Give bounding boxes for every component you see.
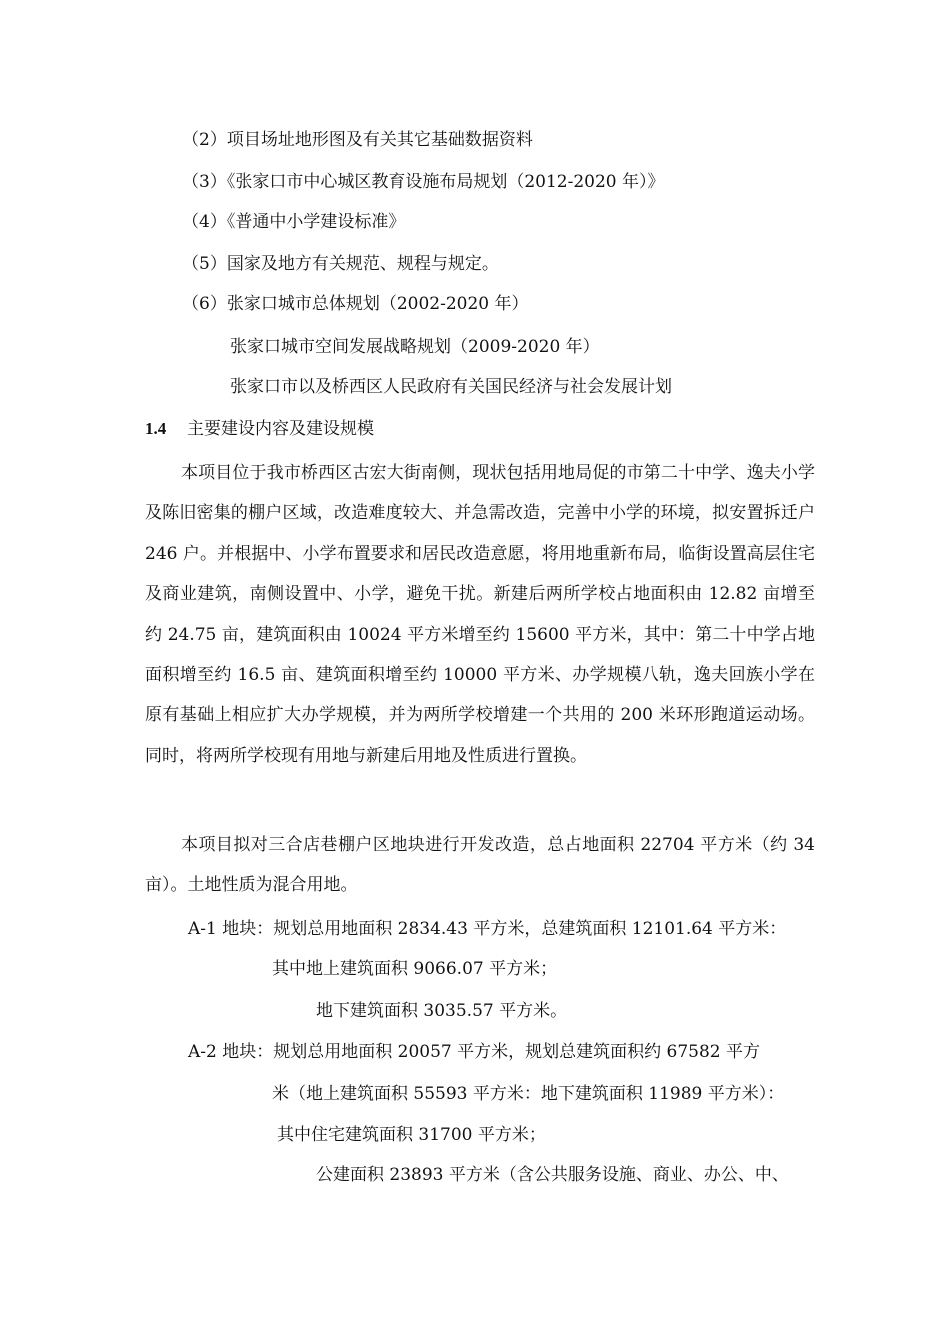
body-paragraph-2: 本项目拟对三合店巷棚户区地块进行开发改造，总占地面积 22704 平方米（约 34 亩）。土地性质为混合用地。 [145,835,815,896]
plot-a2-public-buildings: 公建面积 23893 平方米（含公共服务设施、商业、办公、中、 [316,1165,789,1185]
plot-a1-summary: A-1 地块：规划总用地面积 2834.43 平方米，总建筑面积 12101.64 平方米： [188,919,787,939]
reference-item-6-sub-2: 张家口市以及桥西区人民政府有关国民经济与社会发展计划 [230,377,672,397]
section-heading [145,418,374,440]
reference-item-5: （5）国家及地方有关规范、规程与规定。 [182,254,499,274]
body-paragraph-1: 本项目位于我市桥西区古宏大街南侧，现状包括用地局促的市第二十中学、逸夫小学及陈旧密集的棚户区域，改造难度较大、并急需改造，完善中小学的环境，拟安置拆迁户 246 户。并根据中、小学布置要求和居民改造意愿，将用地重新布局，临街设置高层住宅及商业建筑，南侧设置中、小学，避免干扰。新建后两所学校占地面积由 12.82 亩增至约 24.75 亩，建筑面积由 10024 平方米增至约 15600 平方米，其中：第二十中学占地面积增至约 16.5 亩、建筑面积增至约 10000 平方米、办学规模八轨，逸夫回族小学在原有基础上相应扩大办学规模，并为两所学校增建一个共用的 200 米环形跑道运动场。同时，将两所学校现有用地与新建后用地及性质进行置换。 [145,463,815,766]
reference-item-6: （6）张家口城市总体规划（2002-2020 年） [182,294,529,314]
plot-a2-summary-cont: 米（地上建筑面积 55593 平方米：地下建筑面积 11989 平方米）： [272,1084,785,1104]
reference-item-3: （3）《张家口市中心城区教育设施布局规划（2012-2020 年）》 [182,172,665,192]
reference-item-4: （4）《普通中小学建设标准》 [182,212,406,232]
plot-a2-summary: A-2 地块：规划总用地面积 20057 平方米，规划总建筑面积约 67582 平方 [188,1042,761,1062]
plot-a1-above-ground: 其中地上建筑面积 9066.07 平方米； [272,959,558,979]
plot-a1-underground: 地下建筑面积 3035.57 平方米。 [316,1001,568,1021]
reference-item-2: （2）项目场址地形图及有关其它基础数据资料 [182,130,533,150]
plot-a2-residential: 其中住宅建筑面积 31700 平方米； [277,1125,546,1145]
section-title: 主要建设内容及建设规模 [187,419,374,439]
section-number: 1.4 [145,419,167,438]
reference-item-6-sub-1: 张家口城市空间发展战略规划（2009-2020 年） [230,337,600,357]
